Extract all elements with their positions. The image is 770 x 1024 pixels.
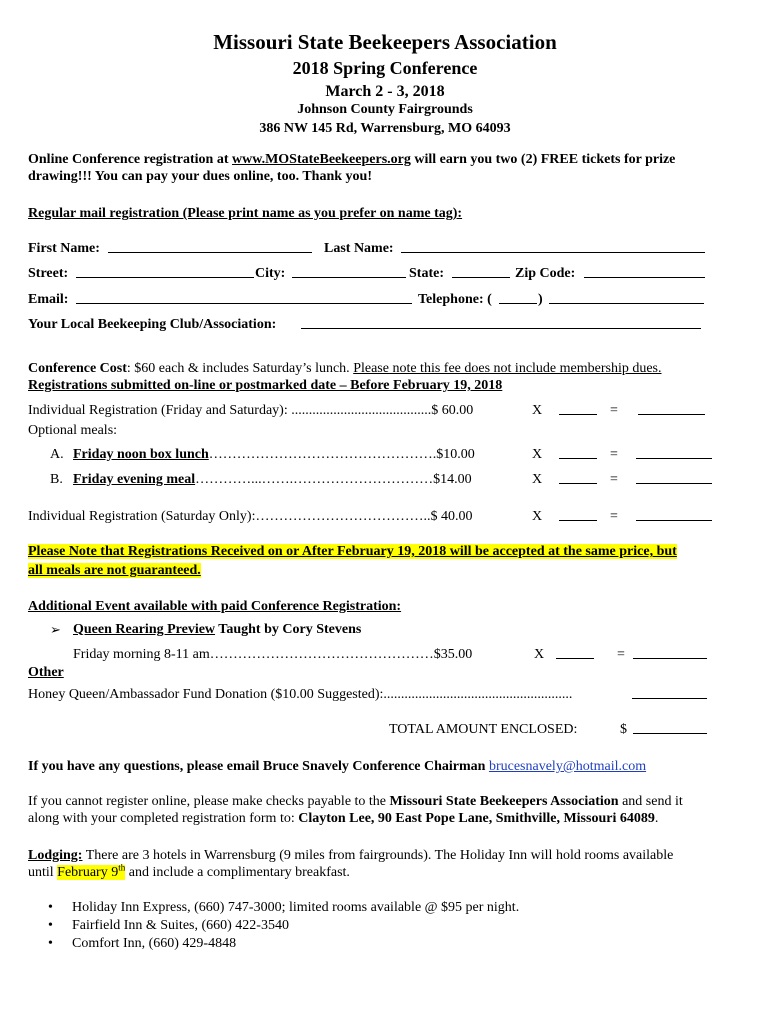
meal-b-eq: = [610,472,618,487]
meal-a-price: ………………………………………….$10.00 [208,447,475,462]
list-item [48,917,519,935]
online-registration-line2: drawing!!! You can pay your dues online, too. Thank you! [28,169,372,184]
notice-text-2: all meals are not guaranteed. [28,563,201,578]
mail-registration-heading: Regular mail registration (Please print name as you prefer on name tag): [28,206,463,221]
zip-label: Zip Code: [515,266,576,281]
checks-payee: Missouri State Beekeepers Association [389,794,619,809]
donation-line: Honey Queen/Ambassador Fund Donation ($10.00 Suggested):...................................................... [28,687,573,702]
org-title: Missouri State Beekeepers Association [213,30,557,54]
cost-label: Conference Cost [28,361,127,376]
email-field[interactable] [76,291,412,304]
street-label: Street: [28,266,69,281]
hotel-holiday-inn: Holiday Inn Express, (660) 747-3000; limited rooms available @ $95 per night. [72,900,520,915]
saturday-eq: = [610,509,618,524]
online-registration-line1 [28,151,675,168]
club-field[interactable] [301,316,701,329]
hotel-list [48,899,519,953]
lodging-rest: and include a complimentary breakfast. [125,865,350,880]
individual-qty-field[interactable] [559,402,597,415]
lodging-line2 [28,864,350,881]
friday-morning-x: X [534,647,545,662]
meal-a-eq: = [610,447,618,462]
first-name-field[interactable] [108,240,312,253]
telephone-paren: ) [538,292,543,307]
donation-field[interactable] [632,686,707,699]
individual-x: X [532,403,543,418]
meal-a-x: X [532,447,543,462]
club-label: Your Local Beekeeping Club/Association: [28,317,277,332]
queen-rearing-label: Queen Rearing Preview [73,622,216,637]
conference-dates: March 2 - 3, 2018 [325,83,445,100]
hotel-comfort-inn: Comfort Inn, (660) 429-4848 [72,936,237,951]
saturday-x: X [532,509,543,524]
street-field[interactable] [76,265,254,278]
individual-registration-label: Individual Registration (Friday and Saturday): ........................................$ 60.00 [28,403,474,418]
website-link[interactable]: www.MOStateBeekeepers.org [232,152,411,167]
friday-morning-line: Friday morning 8-11 am…………………………………………$35.00 [73,647,473,662]
state-field[interactable] [452,265,510,278]
questions-line [28,758,646,775]
telephone-label: Telephone: ( [418,292,492,307]
meal-a-total-field[interactable] [636,446,712,459]
late-registration-notice-line1 [28,543,677,560]
checks-period: . [654,811,659,826]
last-name-field[interactable] [401,240,705,253]
venue-address: 386 NW 145 Rd, Warrensburg, MO 64093 [259,121,511,136]
meal-a-letter: A. [50,447,64,462]
total-dollar-sign: $ [620,722,627,737]
city-field[interactable] [292,265,406,278]
conference-title: 2018 Spring Conference [292,58,478,78]
total-colon: : [573,722,578,737]
friday-morning-eq: = [617,647,625,662]
meal-b-x: X [532,472,543,487]
bullet-icon: • [48,918,53,933]
meal-b-qty-field[interactable] [559,471,597,484]
last-name-label: Last Name: [324,241,394,256]
lodging-date-text: February 9 [57,865,119,880]
individual-eq: = [610,403,618,418]
meal-a-line [73,446,475,463]
queen-rearing-teacher: Taught by Cory Stevens [215,622,362,637]
lodging-date-sup: th [118,862,126,873]
late-registration-notice-line2 [28,562,201,579]
cost-note: Please note this fee does not include membership dues. [353,361,662,376]
bullet-icon: • [48,936,53,951]
queen-rearing-line [73,621,361,638]
contact-email-link[interactable]: brucesnavely@hotmail.com [488,759,647,774]
total-amount-field[interactable] [633,721,707,734]
optional-meals-label: Optional meals: [28,423,118,438]
saturday-qty-field[interactable] [559,508,597,521]
online-text: Online Conference registration at [28,152,233,167]
other-heading: Other [28,665,64,680]
registration-deadline: Registrations submitted on-line or postmarked date – Before February 19, 2018 [28,378,503,393]
lodging-label: Lodging: [28,848,83,863]
checks-text-2: and send it [618,794,683,809]
area-code-field[interactable] [499,291,537,304]
cost-text: : $60 each & includes Saturday’s lunch. [126,361,354,376]
meal-b-price: …………...…….…………………………$14.00 [195,472,472,487]
first-name-label: First Name: [28,241,100,256]
total-amount-label [389,721,577,738]
checks-text-1: If you cannot register online, please make checks payable to the [28,794,390,809]
friday-morning-total-field[interactable] [633,646,707,659]
online-text-after: will earn you two (2) FREE tickets for prize [410,152,676,167]
hotel-fairfield-inn: Fairfield Inn & Suites, (660) 422-3540 [72,918,289,933]
bullet-icon: • [48,900,53,915]
checks-text-3: along with your completed registration form to: [28,811,299,826]
lodging-date [57,862,126,880]
city-label: City: [255,266,286,281]
venue-name: Johnson County Fairgrounds [297,102,473,117]
email-label: Email: [28,292,69,307]
checks-line2 [28,810,658,827]
saturday-total-field[interactable] [636,508,712,521]
state-label: State: [409,266,444,281]
friday-morning-qty-field[interactable] [556,646,594,659]
additional-event-heading: Additional Event available with paid Conference Registration: [28,599,402,614]
list-item [48,935,519,953]
conference-cost-line [28,360,662,377]
saturday-registration-label: Individual Registration (Saturday Only):………………………………..$ 40.00 [28,509,473,524]
mailing-address: Clayton Lee, 90 East Pope Lane, Smithville, Missouri 64089 [298,811,655,826]
individual-total-field[interactable] [638,402,705,415]
meal-b-line [73,471,472,488]
total-label-text: TOTAL AMOUNT ENCLOSED [389,722,574,737]
meal-b-label: Friday evening meal [73,472,196,487]
arrow-bullet-icon: ➢ [50,622,61,637]
notice-text-1: Please Note that Registrations Received on or After February 19, 2018 will be accepted at the same price, but [28,544,677,559]
meal-a-label: Friday noon box lunch [73,447,209,462]
meal-b-letter: B. [50,472,63,487]
zip-field[interactable] [584,265,705,278]
checks-line1 [28,793,683,810]
meal-b-total-field[interactable] [636,471,712,484]
questions-text: If you have any questions, please email Bruce Snavely Conference Chairman [28,759,489,774]
lodging-text: There are 3 hotels in Warrensburg (9 miles from fairgrounds). The Holiday Inn will hold rooms available [82,848,674,863]
lodging-until: until [28,865,58,880]
telephone-field[interactable] [549,291,704,304]
meal-a-qty-field[interactable] [559,446,597,459]
list-item [48,899,519,917]
